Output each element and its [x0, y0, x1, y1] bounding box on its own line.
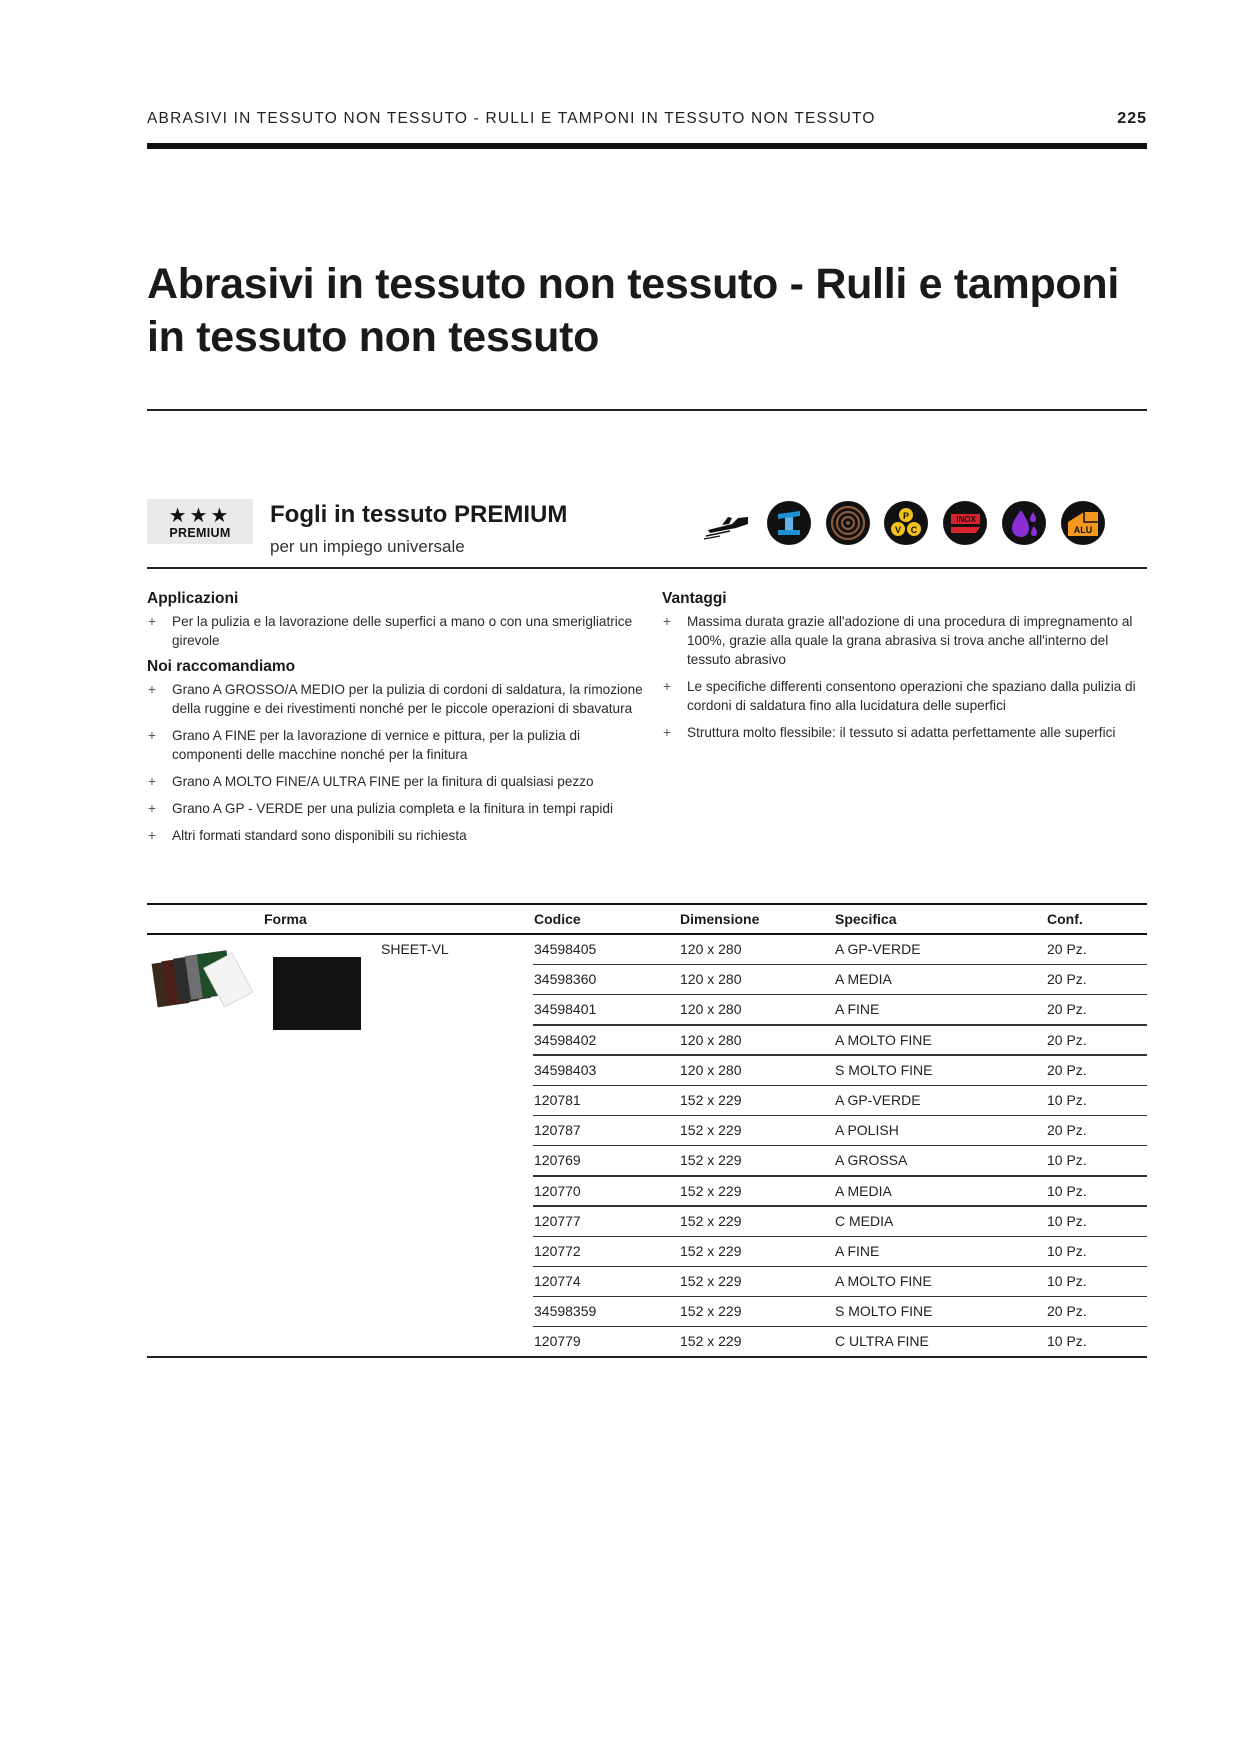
cell-specifica: S MOLTO FINE: [835, 1303, 933, 1320]
applicazioni-heading: Applicazioni: [147, 590, 239, 607]
page-number: 225: [1117, 110, 1147, 127]
badge-label: PREMIUM: [169, 526, 231, 540]
cell-dimensione: 152 x 229: [680, 1333, 742, 1350]
product-table: [147, 903, 1147, 1358]
list-item: + Le specifiche differenti consentono operazioni che spaziano dalla pulizia di cordoni di saldatura fino alla lucidatura delle superfici: [662, 677, 1147, 715]
pvc-c-label: C: [910, 525, 918, 535]
cell-conf: 20 Pz.: [1047, 1122, 1087, 1139]
cell-specifica: A MEDIA: [835, 1182, 892, 1199]
cell-codice: 120769: [534, 1152, 581, 1169]
cell-dimensione: 120 x 280: [680, 1001, 742, 1018]
cell-codice: 120777: [534, 1212, 581, 1229]
list-item: + Massima durata grazie all'adozione di una procedura di impregnamento al 100%, grazie alla quale la grana abrasiva si trova anche all'interno del tessuto abrasivo: [662, 612, 1147, 669]
cell-specifica: A FINE: [835, 1242, 880, 1259]
table-row: [147, 1327, 1147, 1357]
pvc-icon: [883, 500, 929, 546]
cell-dimensione: 152 x 229: [680, 1091, 742, 1108]
raccomandiamo-list: [147, 680, 647, 845]
cell-codice: 120781: [534, 1091, 581, 1108]
cell-conf: 10 Pz.: [1047, 1152, 1087, 1169]
col-header-dimensione: Dimensione: [680, 911, 760, 927]
cell-specifica: A GROSSA: [835, 1152, 908, 1169]
alu-label: ALU: [1073, 525, 1093, 535]
cell-conf: 20 Pz.: [1047, 1031, 1087, 1048]
raccomandiamo-heading: Noi raccomandiamo: [147, 658, 296, 675]
cell-conf: 10 Pz.: [1047, 1333, 1087, 1350]
cell-conf: 20 Pz.: [1047, 1001, 1087, 1018]
cell-codice: 120779: [534, 1333, 581, 1350]
cell-dimensione: 152 x 229: [680, 1182, 742, 1199]
cell-conf: 20 Pz.: [1047, 1303, 1087, 1320]
cell-dimensione: 152 x 229: [680, 1242, 742, 1259]
cell-conf: 10 Pz.: [1047, 1242, 1087, 1259]
cell-specifica: S MOLTO FINE: [835, 1061, 933, 1078]
list-item: + Per la pulizia e la lavorazione delle superfici a mano o con una smerigliatrice girevole: [147, 612, 647, 650]
cell-specifica: A MOLTO FINE: [835, 1273, 932, 1290]
cell-conf: 20 Pz.: [1047, 971, 1087, 988]
cell-conf: 10 Pz.: [1047, 1091, 1087, 1108]
table-body: [147, 935, 1147, 1358]
cell-dimensione: 152 x 229: [680, 1303, 742, 1320]
cell-specifica: A GP-VERDE: [835, 1091, 921, 1108]
cell-codice: 34598405: [534, 941, 597, 957]
product-divider: [147, 567, 1147, 569]
list-item: + Grano A MOLTO FINE/A ULTRA FINE per la finitura di qualsiasi pezzo: [147, 772, 647, 791]
title-divider: [147, 409, 1147, 411]
running-header: [147, 110, 1147, 132]
list-item: + Altri formati standard sono disponibili su richiesta: [147, 826, 647, 845]
table-row: [147, 1116, 1147, 1146]
table-header: [147, 905, 1147, 935]
cell-dimensione: 120 x 280: [680, 941, 742, 957]
cell-conf: 10 Pz.: [1047, 1273, 1087, 1290]
table-row: [147, 1267, 1147, 1297]
cell-dimensione: 120 x 280: [680, 971, 742, 988]
cell-specifica: C MEDIA: [835, 1212, 894, 1229]
cell-dimensione: 120 x 280: [680, 1061, 742, 1078]
cell-dimensione: 152 x 229: [680, 1122, 742, 1139]
cell-specifica: C ULTRA FINE: [835, 1333, 929, 1350]
right-column: [662, 590, 1147, 750]
cell-dimensione: 152 x 229: [680, 1212, 742, 1229]
alu-icon: [1060, 500, 1106, 546]
list-item: + Struttura molto flessibile: il tessuto si adatta perfettamente alle superfici: [662, 723, 1147, 742]
cell-conf: 10 Pz.: [1047, 1212, 1087, 1229]
table-row: [147, 1207, 1147, 1237]
table-row: [147, 1026, 1147, 1056]
cell-specifica: A POLISH: [835, 1122, 899, 1139]
applicazioni-list: [147, 612, 647, 650]
list-item: + Grano A FINE per la lavorazione di vernice e pittura, per la pulizia di componenti delle macchine nonché per la finitura: [147, 726, 647, 764]
table-row: [147, 1237, 1147, 1267]
list-item: + Grano A GP - VERDE per una pulizia completa e la finitura in tempi rapidi: [147, 799, 647, 818]
cell-codice: 34598402: [534, 1031, 597, 1048]
col-header-forma: Forma: [264, 911, 307, 927]
table-row: [147, 965, 1147, 995]
cell-conf: 10 Pz.: [1047, 1182, 1087, 1199]
cell-codice: 120787: [534, 1122, 581, 1139]
cell-specifica: A FINE: [835, 1001, 880, 1018]
table-row: [147, 1177, 1147, 1207]
cell-codice: 120772: [534, 1242, 581, 1259]
inox-label: INOX: [956, 515, 976, 524]
list-item: + Grano A GROSSO/A MEDIO per la pulizia di cordoni di saldatura, la rimozione della ruggine e dei rivestimenti nonché per le piccole operazioni di sbavatura: [147, 680, 647, 718]
cell-dimensione: 152 x 229: [680, 1273, 742, 1290]
cell-conf: 20 Pz.: [1047, 1061, 1087, 1078]
vantaggi-list: [662, 612, 1147, 742]
pvc-v-label: V: [894, 525, 902, 535]
product-title: Fogli in tessuto PREMIUM: [270, 501, 568, 528]
header-divider: [147, 143, 1147, 149]
cell-specifica: A GP-VERDE: [835, 941, 921, 957]
cell-codice: 120770: [534, 1182, 581, 1199]
product-subtitle: per un impiego universale: [270, 537, 465, 556]
page-title: Abrasivi in tessuto non tessuto - Rulli e tamponi in tessuto non tessuto: [147, 260, 1120, 361]
hand-sanding-icon: [702, 500, 752, 546]
cell-codice: 34598401: [534, 1001, 597, 1018]
cell-codice: 34598359: [534, 1303, 597, 1320]
table-row: [147, 995, 1147, 1025]
running-title: ABRASIVI IN TESSUTO NON TESSUTO - RULLI E TAMPONI IN TESSUTO NON TESSUTO: [147, 110, 876, 127]
cell-conf: 20 Pz.: [1047, 941, 1087, 957]
paint-icon: [1001, 500, 1047, 546]
table-row: [147, 935, 1147, 965]
stars-icon: ★★★: [168, 505, 232, 527]
cell-codice: 120774: [534, 1273, 581, 1290]
wood-icon: [825, 500, 871, 546]
col-header-conf: Conf.: [1047, 911, 1083, 927]
table-row: [147, 1146, 1147, 1176]
cell-codice: 34598360: [534, 971, 597, 988]
table-row: [147, 1086, 1147, 1116]
table-row: [147, 1297, 1147, 1327]
cell-dimensione: 152 x 229: [680, 1152, 742, 1169]
left-column: [147, 590, 647, 853]
cell-codice: 34598403: [534, 1061, 597, 1078]
cell-specifica: A MEDIA: [835, 971, 892, 988]
cell-dimensione: 120 x 280: [680, 1031, 742, 1048]
vantaggi-heading: Vantaggi: [662, 590, 727, 607]
col-header-codice: Codice: [534, 911, 581, 927]
material-icons: [702, 500, 1147, 546]
cell-specifica: A MOLTO FINE: [835, 1031, 932, 1048]
premium-badge: [147, 499, 253, 544]
table-row: [147, 1056, 1147, 1086]
pvc-p-label: P: [902, 511, 910, 521]
col-header-specifica: Specifica: [835, 911, 897, 927]
inox-icon: [942, 500, 988, 546]
forma-type: SHEET-VL: [381, 941, 449, 957]
steel-icon: [766, 500, 812, 546]
